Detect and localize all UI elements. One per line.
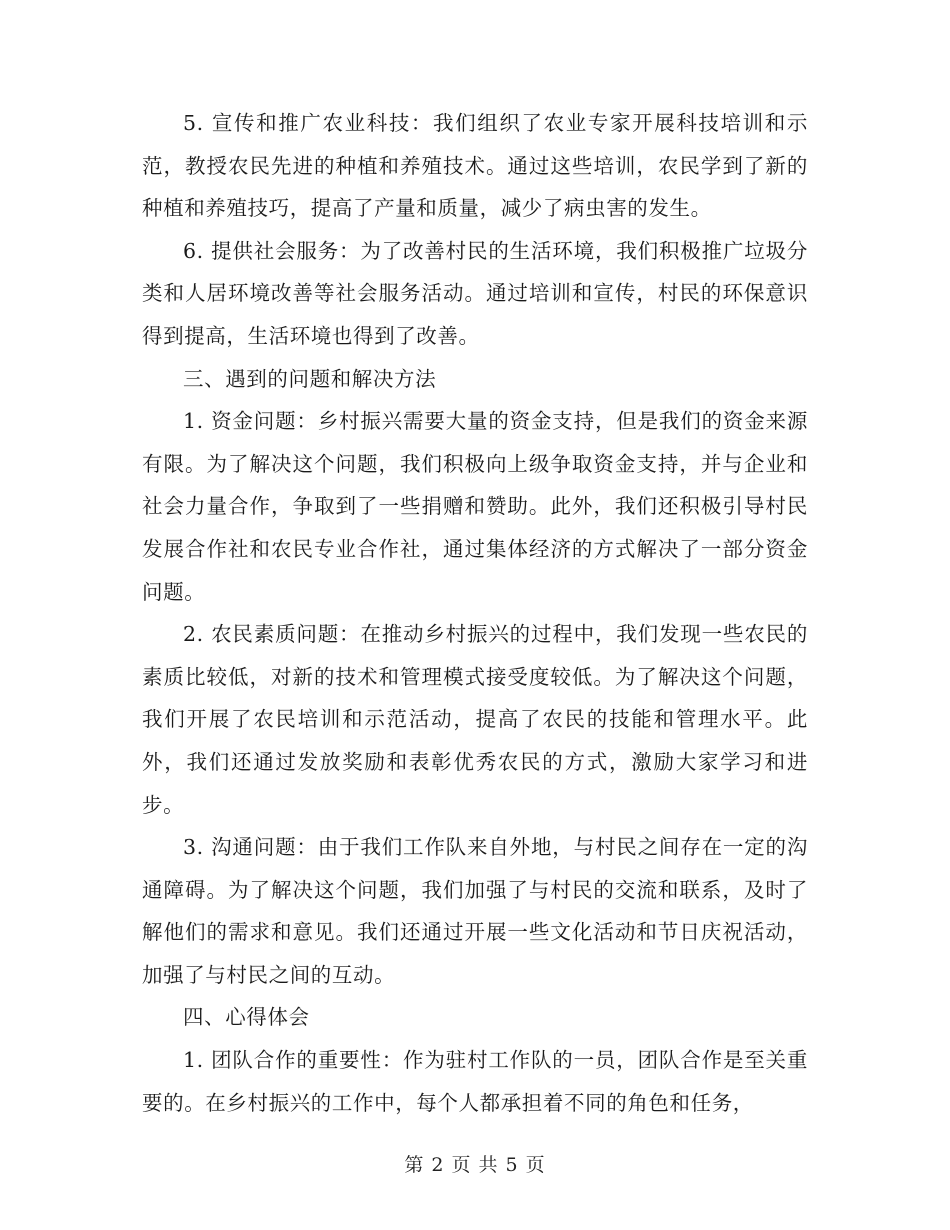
paragraph-communication-issue: 3. 沟通问题：由于我们工作队来自外地，与村民之间存在一定的沟通障碍。为了解决这个问题，我们加强了与村民的交流和联系，及时了解他们的需求和意见。我们还通过开展一些文化活动和节日庆祝活动，加强了与村民之间的互动。: [142, 835, 808, 987]
paragraph-farmer-quality-issue: 2. 农民素质问题：在推动乡村振兴的过程中，我们发现一些农民的素质比较低，对新的技术和管理模式接受度较低。为了解决这个问题，我们开展了农民培训和示范活动，提高了农民的技能和管理水平。此外，我们还通过发放奖励和表彰优秀农民的方式，激励大家学习和进步。: [142, 622, 808, 817]
paragraph-item-6: 6. 提供社会服务：为了改善村民的生活环境，我们积极推广垃圾分类和人居环境改善等社会服务活动。通过培训和宣传，村民的环保意识得到提高，生活环境也得到了改善。: [142, 238, 808, 348]
paragraph-item-5: 5. 宣传和推广农业科技：我们组织了农业专家开展科技培训和示范，教授农民先进的种植和养殖技术。通过这些培训，农民学到了新的种植和养殖技巧，提高了产量和质量，减少了病虫害的发生。: [142, 111, 808, 221]
paragraph-funding-issue: 1. 资金问题：乡村振兴需要大量的资金支持，但是我们的资金来源有限。为了解决这个问题，我们积极向上级争取资金支持，并与企业和社会力量合作，争取到了一些捐赠和赞助。此外，我们还积极引导村民发展合作社和农民专业合作社，通过集体经济的方式解决了一部分资金问题。: [142, 409, 808, 604]
document-body: [142, 102, 808, 1124]
section-heading-problems: 三、遇到的问题和解决方法: [183, 366, 437, 391]
page-number-footer: 第 2 页 共 5 页: [404, 1154, 546, 1176]
paragraph-teamwork: 1. 团队合作的重要性：作为驻村工作队的一员，团队合作是至关重要的。在乡村振兴的工作中，每个人都承担着不同的角色和任务，: [142, 1048, 808, 1115]
section-heading-reflections: 四、心得体会: [183, 1005, 310, 1030]
